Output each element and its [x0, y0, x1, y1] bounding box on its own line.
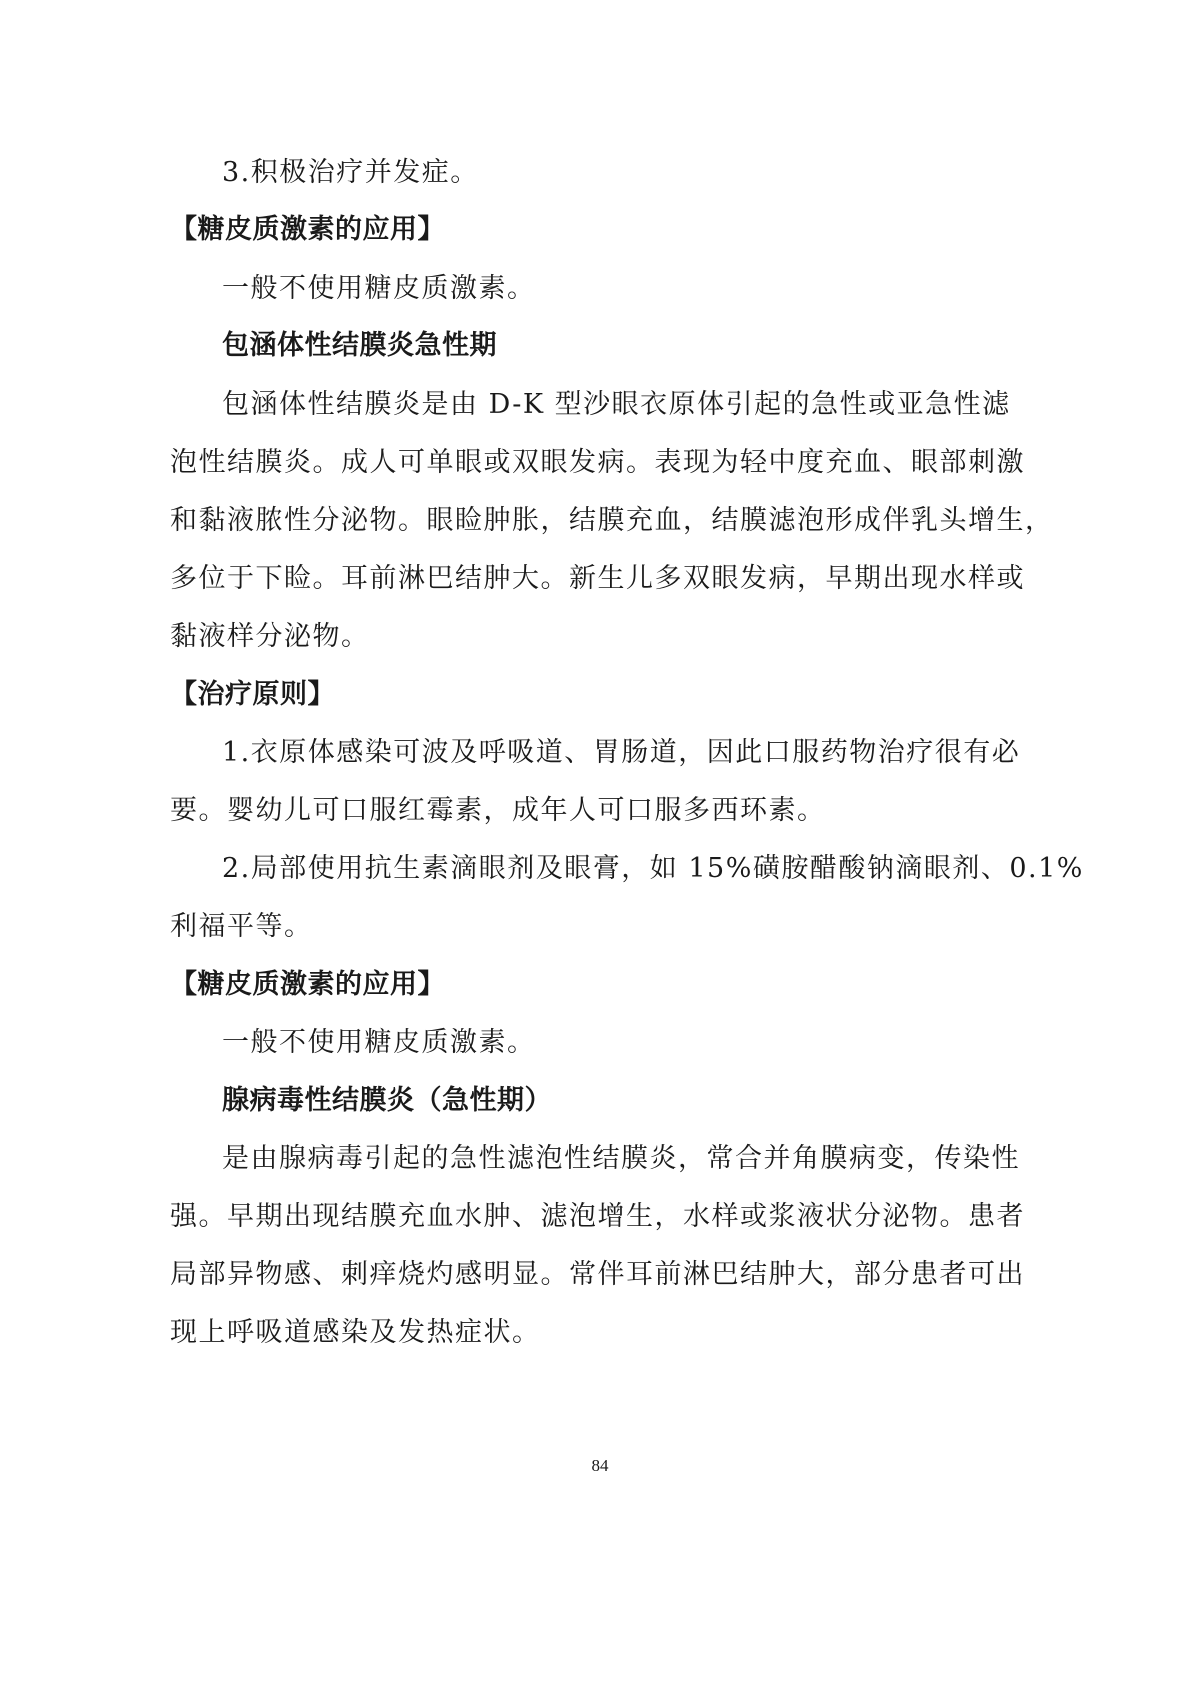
paragraph-line: 一般不使用糖皮质激素。: [222, 273, 536, 304]
list-item-3-complications: 3.积极治疗并发症。: [222, 157, 479, 188]
paragraph-line: 黏液样分泌物。: [170, 621, 370, 652]
paragraph-line: 要。婴幼儿可口服红霉素，成年人可口服多西环素。: [170, 795, 826, 826]
section-heading-treatment-principles: 【治疗原则】: [170, 679, 335, 710]
paragraph-line: 多位于下睑。耳前淋巴结肿大。新生儿多双眼发病，早期出现水样或: [170, 563, 1025, 594]
paragraph-line: 利福平等。: [170, 911, 313, 942]
paragraph-line: 泡性结膜炎。成人可单眼或双眼发病。表现为轻中度充血、眼部刺激: [170, 447, 1025, 478]
paragraph-line: 局部异物感、刺痒烧灼感明显。常伴耳前淋巴结肿大，部分患者可出: [170, 1259, 1025, 1290]
page-number: 84: [591, 1456, 609, 1475]
paragraph-line: 强。早期出现结膜充血水肿、滤泡增生，水样或浆液状分泌物。患者: [170, 1201, 1025, 1232]
section-heading-corticosteroid-use: 【糖皮质激素的应用】: [170, 214, 445, 245]
list-item-1: 1.衣原体感染可波及呼吸道、胃肠道，因此口服药物治疗很有必: [222, 737, 1021, 768]
list-item-2: 2.局部使用抗生素滴眼剂及眼膏，如 15%磺胺醋酸钠滴眼剂、0.1%: [222, 853, 1084, 884]
paragraph-line: 和黏液脓性分泌物。眼睑肿胀，结膜充血，结膜滤泡形成伴乳头增生，: [170, 505, 1054, 536]
paragraph-line: 是由腺病毒引起的急性滤泡性结膜炎，常合并角膜病变，传染性: [222, 1143, 1020, 1174]
paragraph-line: 现上呼吸道感染及发热症状。: [170, 1317, 541, 1348]
paragraph-line: 包涵体性结膜炎是由 D-K 型沙眼衣原体引起的急性或亚急性滤: [222, 389, 1011, 420]
section-heading-corticosteroid-use: 【糖皮质激素的应用】: [170, 969, 445, 1000]
subsection-title-inclusion-conjunctivitis: 包涵体性结膜炎急性期: [222, 330, 497, 361]
subsection-title-adenoviral-conjunctivitis: 腺病毒性结膜炎（急性期）: [222, 1085, 552, 1116]
paragraph-line: 一般不使用糖皮质激素。: [222, 1027, 536, 1058]
